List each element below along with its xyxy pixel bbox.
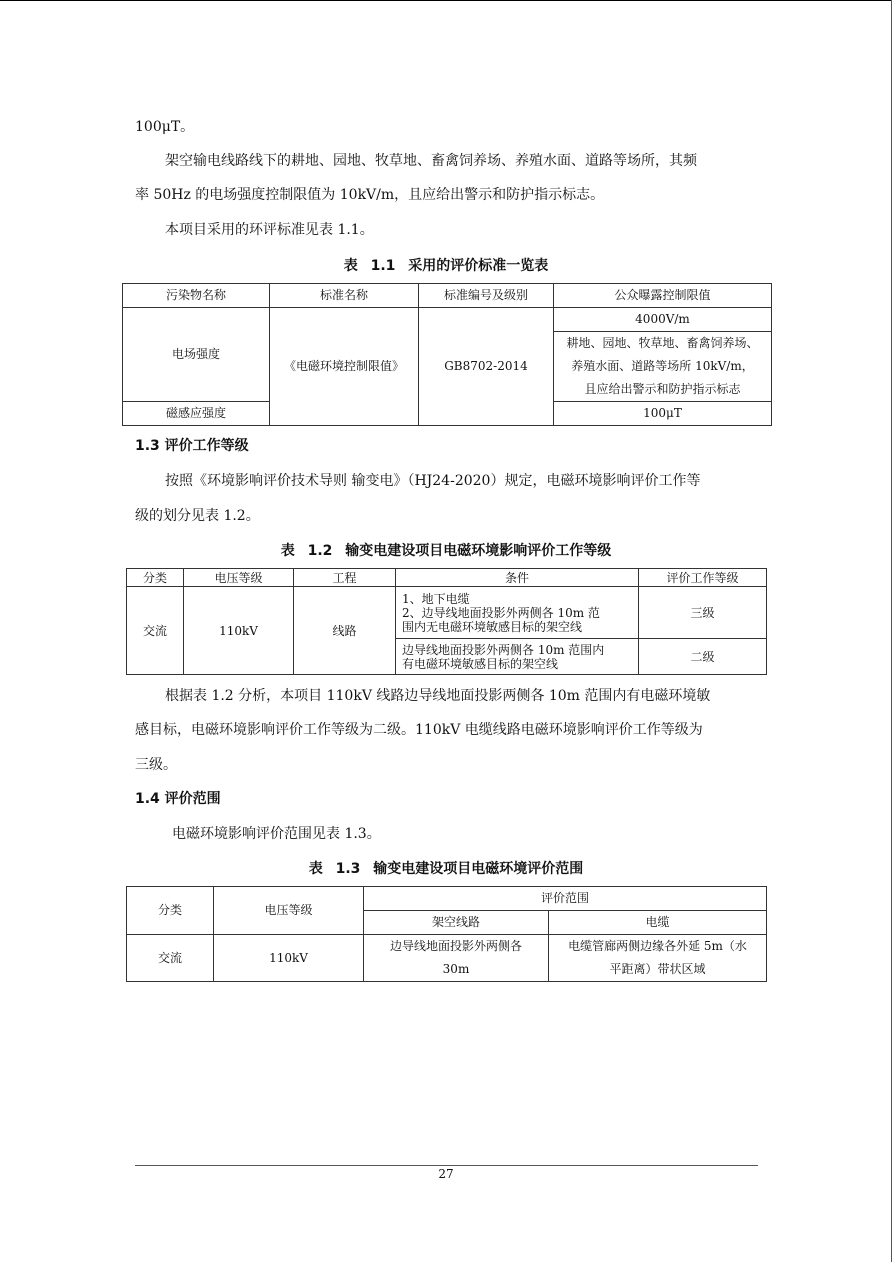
paragraph-analysis-3: 三级。 <box>135 757 177 773</box>
table2-project: 线路 <box>294 587 396 675</box>
table1-magnetic-limit: 100μT <box>554 402 772 426</box>
table2-condition-1 <box>396 587 639 639</box>
table1-electric-field: 电场强度 <box>123 308 270 402</box>
table2-header-voltage: 电压等级 <box>184 569 294 587</box>
table1-limit-public: 4000V/m <box>554 308 772 332</box>
table2-header-category: 分类 <box>127 569 184 587</box>
table1-standard-code: GB8702-2014 <box>419 308 554 426</box>
paragraph-analysis-2: 感目标，电磁环境影响评价工作等级为二级。110kV 电缆线路电磁环境影响评价工作等级为 <box>135 722 703 738</box>
paragraph-analysis-1: 根据表 1.2 分析，本项目 110kV 线路边导线地面投影两侧各 10m 范围内有电磁环境敏 <box>165 688 711 704</box>
table1-header-standard-name: 标准名称 <box>270 284 419 308</box>
table2-condition-1-line2: 2、边导线地面投影外两侧各 10m 范 <box>402 605 600 620</box>
table-row <box>127 935 767 982</box>
table3-voltage: 110kV <box>214 935 364 982</box>
paragraph-guideline-1: 按照《环境影响评价技术导则 输变电》（HJ24-2020）规定，电磁环境影响评价工作等 <box>165 473 701 489</box>
footer-divider <box>135 1165 758 1166</box>
table3-cable-line2: 平距离）带状区域 <box>609 962 706 976</box>
table1-header-standard-code: 标准编号及级别 <box>419 284 554 308</box>
table2-condition-2-line2: 有电磁环境敏感目标的架空线 <box>402 656 559 671</box>
table3-header-scope: 评价范围 <box>364 887 767 911</box>
table3-header-row <box>127 887 767 911</box>
table2-grade-1: 三级 <box>639 587 767 639</box>
table3-cable-line1: 电缆管廊两侧边缘各外延 5m（水 <box>568 939 747 953</box>
table2-condition-1-line1: 1、地下电缆 <box>402 591 470 606</box>
table1-header-pollutant: 污染物名称 <box>123 284 270 308</box>
table3-category: 交流 <box>127 935 214 982</box>
paragraph-scope-reference: 电磁环境影响评价范围见表 1.3。 <box>172 826 381 842</box>
table1-limit-farmland-line2: 养殖水面、道路等场所 10kV/m， <box>571 359 754 373</box>
section-heading-1-3: 1.3 评价工作等级 <box>135 438 249 454</box>
table2-caption: 表 1.2 输变电建设项目电磁环境影响评价工作等级 <box>280 543 612 559</box>
table1-limit-farmland-line3: 且应给出警示和防护指示标志 <box>584 382 741 396</box>
table3-caption: 表 1.3 输变电建设项目电磁环境评价范围 <box>308 861 584 877</box>
table2-voltage: 110kV <box>184 587 294 675</box>
table3-cable-scope <box>549 935 767 982</box>
table2-grade-2: 二级 <box>639 639 767 675</box>
table2-header-grade: 评价工作等级 <box>639 569 767 587</box>
table1-limit-farmland <box>554 332 772 402</box>
paragraph-limit-value: 100μT。 <box>135 119 195 135</box>
table3-header-cable: 电缆 <box>549 911 767 935</box>
table-row <box>123 308 772 332</box>
page-top-border <box>0 0 892 1</box>
table1-standards <box>122 283 772 426</box>
table3-overhead-line1: 边导线地面投影外两侧各 <box>389 939 522 953</box>
table1-magnetic-field: 磁感应强度 <box>123 402 270 426</box>
table3-header-overhead: 架空线路 <box>364 911 549 935</box>
table3-overhead-scope <box>364 935 549 982</box>
table3-header-voltage: 电压等级 <box>214 887 364 935</box>
paragraph-overhead-line-1: 架空输电线路线下的耕地、园地、牧草地、畜禽饲养场、养殖水面、道路等场所，其频 <box>165 153 697 169</box>
paragraph-guideline-2: 级的划分见表 1.2。 <box>135 508 260 524</box>
table2-condition-1-line3: 围内无电磁环境敏感目标的架空线 <box>402 619 583 634</box>
table1-header-row <box>123 284 772 308</box>
paragraph-overhead-line-2: 率 50Hz 的电场强度控制限值为 10kV/m，且应给出警示和防护指示标志。 <box>135 187 605 203</box>
table2-category: 交流 <box>127 587 184 675</box>
table1-limit-farmland-line1: 耕地、园地、牧草地、畜禽饲养场、 <box>566 336 759 350</box>
table2-header-condition: 条件 <box>396 569 639 587</box>
page-number: 27 <box>438 1167 454 1181</box>
table3-scope <box>126 886 767 982</box>
table2-condition-2 <box>396 639 639 675</box>
table3-overhead-line2: 30m <box>442 962 470 976</box>
table1-header-limit: 公众曝露控制限值 <box>554 284 772 308</box>
table2-grades <box>126 568 767 675</box>
table1-caption: 表 1.1 采用的评价标准一览表 <box>343 258 549 274</box>
table2-header-project: 工程 <box>294 569 396 587</box>
paragraph-standard-reference: 本项目采用的环评标准见表 1.1。 <box>165 222 374 238</box>
table2-header-row <box>127 569 767 587</box>
table1-standard-name: 《电磁环境控制限值》 <box>270 308 419 426</box>
section-heading-1-4: 1.4 评价范围 <box>135 791 221 807</box>
table2-condition-2-line1: 边导线地面投影外两侧各 10m 范围内 <box>402 642 605 657</box>
table-row <box>127 587 767 639</box>
table3-header-category: 分类 <box>127 887 214 935</box>
